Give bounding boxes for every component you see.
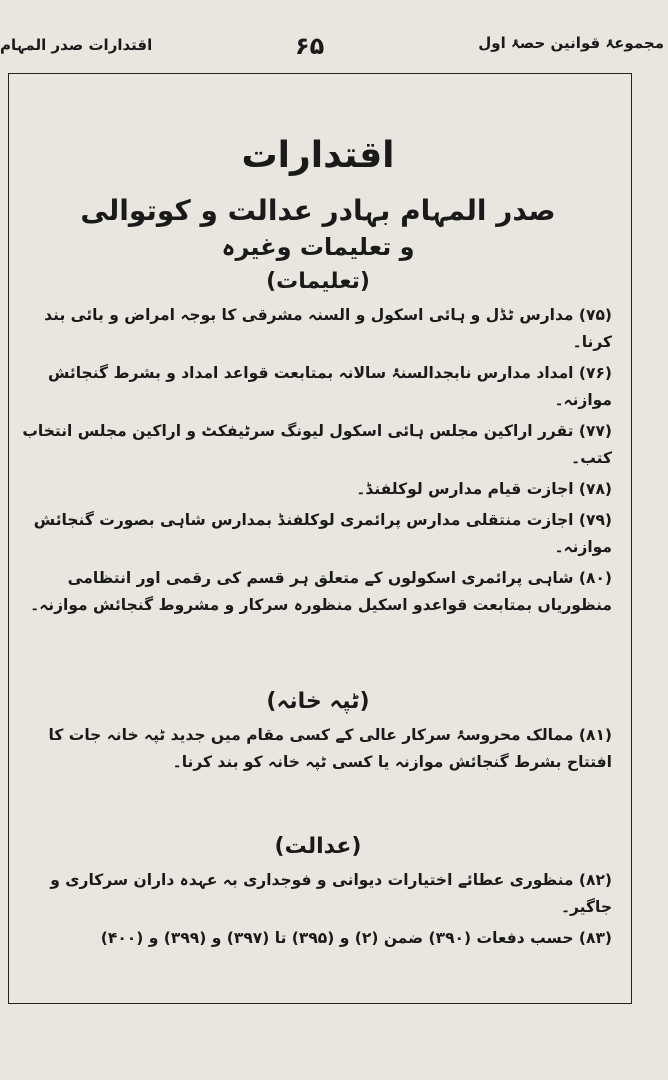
page-body — [18, 80, 618, 956]
subtitle-line-1: صدر المہام بہادر عدالت و کوتوالی — [80, 194, 556, 227]
clause-78: (۷۸) اجازت قیام مدارس لوکلفنڈ۔ — [356, 480, 612, 498]
section-heading-taleemat: (تعلیمات) — [266, 269, 370, 294]
page-header — [0, 30, 668, 70]
clause-80: (۸۰) شاہی پرائمری اسکولوں کے متعلق ہر قسم کی رقمی اور انتظامی منظوریاں بمتابعت قواعدو اسکیل منظورہ سرکار و مشروط گنجائش موازنہ۔ — [30, 569, 612, 614]
section-items-adalat — [18, 867, 618, 952]
page-title: اقتدارات — [241, 135, 395, 176]
clause-76: (۷۶) امداد مدارس نابجدالسنۂ سالانہ بمتابعت قواعد امداد و بشرط گنجائش موازنہ۔ — [48, 364, 612, 409]
clause-82: (۸۲) منظوری عطائے اختیارات دیوانی و فوجداری بہ عہدہ داران سرکاری و جاگیر۔ — [50, 871, 612, 916]
clause-77: (۷۷) تقرر اراکین مجلس ہائی اسکول لیونگ سرٹیفکٹ و اراکین مجلس انتخاب کتب۔ — [22, 422, 612, 467]
section-items-tipa-khana — [18, 722, 618, 776]
page-number: ۶۵ — [295, 32, 325, 60]
section-items-taleemat — [18, 302, 618, 619]
clause-83: (۸۳) حسب دفعات (۳۹۰) ضمن (۲) و (۳۹۵) تا (۳۹۷) و (۳۹۹) و (۴۰۰) — [100, 929, 612, 947]
clause-79: (۷۹) اجازت منتقلی مدارس پرائمری لوکلفنڈ بمدارس شاہی بصورت گنجائش موازنہ۔ — [33, 511, 612, 556]
running-head-left: اقتدارات صدر المہام — [0, 36, 153, 54]
section-heading-adalat: (عدالت) — [274, 834, 362, 859]
section-heading-tipa-khana: (ٹپہ خانہ) — [266, 689, 370, 714]
spacer — [18, 780, 618, 826]
subtitle-line-2: و تعلیمات وغیرہ — [221, 233, 415, 261]
clause-81: (۸۱) ممالک محروسۂ سرکار عالی کے کسی مقام میں جدید ٹپہ خانہ جات کا افتتاح بشرط گنجائش موازنہ یا کسی ٹپہ خانہ کو بند کرنا۔ — [48, 726, 612, 771]
running-head-right: مجموعۂ قوانین حصۂ اول — [478, 34, 664, 52]
spacer — [18, 623, 618, 681]
clause-75: (۷۵) مدارس ٹڈل و ہائی اسکول و السنہ مشرقی کا بوجہ امراض و بائی بند کرنا۔ — [44, 306, 612, 351]
